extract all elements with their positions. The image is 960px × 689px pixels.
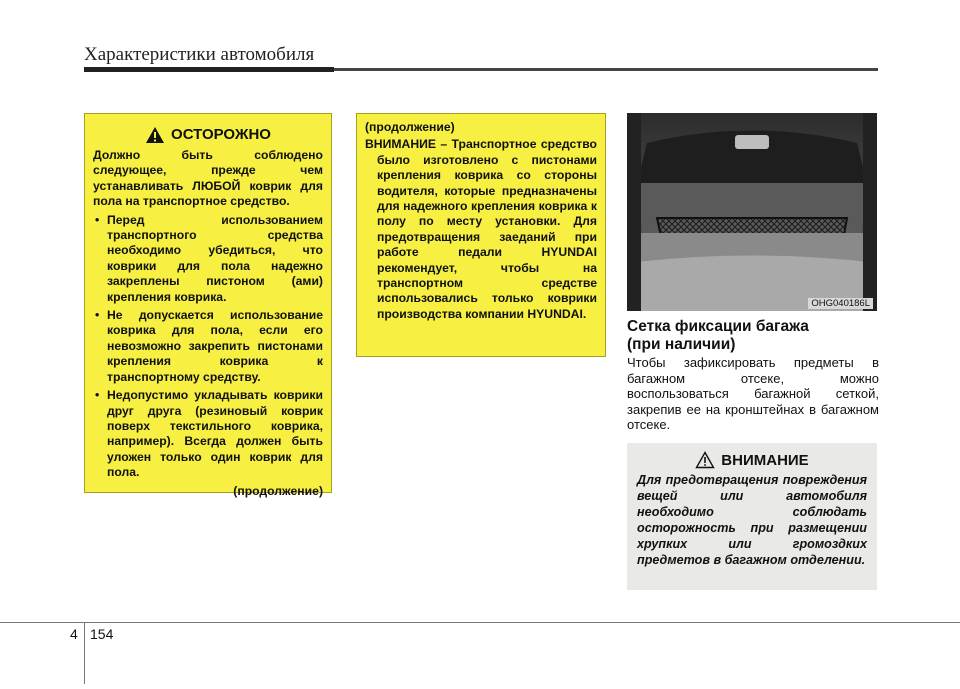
caution-list — [93, 213, 323, 481]
caution-item: • Недопустимо укладывать коврики друг друга (резиновый коврик поверх текстильного коврика, например). Всегда должен быть уложен только один коврик для пола. — [93, 388, 323, 480]
caution-item: • Не допускается использование коврика для пола, если его невозможно закрепить пистонами крепления коврика к транспортному средству. — [93, 308, 323, 385]
caution-intro: Должно быть соблюдено следующее, прежде чем устанавливать ЛЮБОЙ коврик для пола на транспортное средство. — [93, 148, 323, 209]
page-header-title: Характеристики автомобиля — [84, 44, 315, 65]
notice-body: Для предотвращения повреждения вещей или автомобиля необходимо соблюдать осторожность при размещении хрупких или громоздких предметов в багажном отделении. — [637, 473, 867, 567]
caution-item: • Перед использованием транспортного средства необходимо убедиться, что коврики для пола надежно закреплены пистоном (ами) крепления коврика. — [93, 213, 323, 305]
section-body: Чтобы зафиксировать предметы в багажном отсеке, можно воспользоваться багажной сеткой, закрепив ее на кронштейнах в багажном отсеке. — [627, 355, 879, 433]
warning-triangle-icon — [145, 126, 165, 144]
trunk-illustration — [627, 113, 877, 311]
caution-heading-text: ОСТОРОЖНО — [171, 126, 271, 144]
section-title — [627, 318, 877, 354]
caution-box — [84, 113, 332, 498]
notice-heading — [637, 451, 867, 469]
continued-caution-box — [356, 113, 606, 357]
section-title-line: Сетка фиксации багажа — [627, 318, 809, 335]
warning-outline-icon — [695, 451, 715, 469]
continued-text: ВНИМАНИЕ – Транспортное средство было изготовлено с пистонами крепления коврика со стороны водителя, которые предназначены для надежного крепления коврика к полу по месту установки. Для предотвращения заеданий при работе педали HYUNDAI рекомендует, чтобы на транспортном средстве использовались только коврики производства компании HYUNDAI. — [365, 137, 597, 321]
notice-heading-text: ВНИМАНИЕ — [721, 451, 809, 469]
photo-caption: OHG040186L — [808, 298, 873, 309]
cargo-net-photo — [627, 113, 877, 311]
notice-box — [627, 443, 877, 590]
caution-heading — [93, 126, 323, 144]
continued-label: (продолжение) — [365, 120, 455, 134]
footer-rule — [0, 622, 960, 623]
section-title-line: (при наличии) — [627, 336, 736, 353]
footer-divider — [84, 622, 85, 684]
chapter-number: 4 — [70, 626, 78, 642]
caution-continued: (продолжение) — [233, 483, 323, 498]
page-number: 154 — [90, 626, 114, 642]
header-rule-accent — [84, 67, 334, 72]
